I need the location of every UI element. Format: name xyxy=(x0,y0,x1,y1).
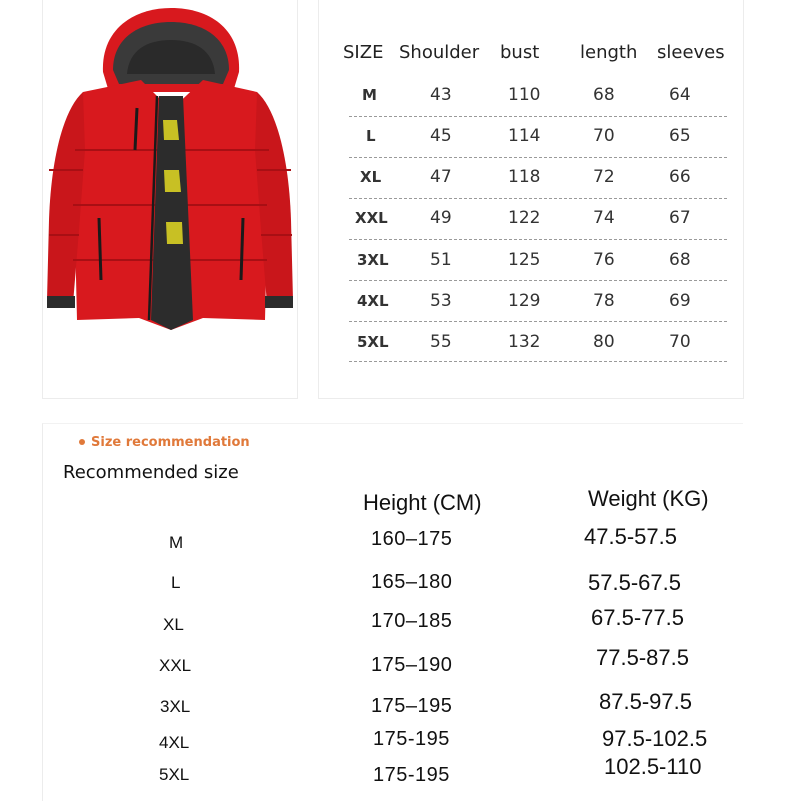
row-length: 72 xyxy=(593,167,615,187)
row-length: 78 xyxy=(593,291,615,311)
rec-row-weight: 77.5-87.5 xyxy=(596,645,689,670)
header-bust: bust xyxy=(500,42,540,63)
product-image-panel xyxy=(42,0,298,399)
rec-row-size: M xyxy=(169,533,184,552)
red-down-jacket-image xyxy=(43,0,297,398)
row-divider xyxy=(349,361,727,362)
recommended-size-title: Recommended size xyxy=(63,462,239,483)
row-length: 68 xyxy=(593,85,615,105)
row-sleeves: 68 xyxy=(669,250,691,270)
header-size: SIZE xyxy=(343,42,384,63)
row-shoulder: 53 xyxy=(430,291,452,311)
row-shoulder: 51 xyxy=(430,250,452,270)
bullet-dot-icon xyxy=(79,439,85,445)
rec-row-size: XXL xyxy=(159,656,192,675)
row-length: 74 xyxy=(593,208,615,228)
row-divider xyxy=(349,198,727,199)
size-chart-row xyxy=(343,327,727,357)
size-chart-row xyxy=(343,80,727,110)
size-recommendation-tag xyxy=(79,435,250,450)
rec-row-height: 175–195 xyxy=(371,695,453,717)
header-length: length xyxy=(580,42,638,63)
rec-row-size: 4XL xyxy=(159,733,190,752)
row-length: 76 xyxy=(593,250,615,270)
rec-row-height: 175-195 xyxy=(373,764,450,786)
rec-row-size: XL xyxy=(163,615,184,634)
size-chart-row xyxy=(343,162,727,192)
row-bust: 118 xyxy=(508,167,541,187)
rec-row-weight: 97.5-102.5 xyxy=(602,726,708,751)
rec-row-height: 170–185 xyxy=(371,610,453,632)
size-chart-header xyxy=(343,38,727,68)
row-bust: 129 xyxy=(508,291,541,311)
row-shoulder: 47 xyxy=(430,167,452,187)
header-sleeves: sleeves xyxy=(657,42,725,63)
row-sleeves: 69 xyxy=(669,291,691,311)
row-shoulder: 45 xyxy=(430,126,452,146)
size-recommendation-panel xyxy=(42,423,743,801)
row-length: 80 xyxy=(593,332,615,352)
row-bust: 132 xyxy=(508,332,541,352)
row-shoulder: 43 xyxy=(430,85,452,105)
row-sleeves: 67 xyxy=(669,208,691,228)
rec-row-size: 3XL xyxy=(160,697,191,716)
row-shoulder: 55 xyxy=(430,332,452,352)
row-sleeves: 70 xyxy=(669,332,691,352)
rec-row-size: 5XL xyxy=(159,765,190,784)
row-bust: 122 xyxy=(508,208,541,228)
row-shoulder: 49 xyxy=(430,208,452,228)
row-divider xyxy=(349,116,727,117)
row-size: 3XL xyxy=(357,251,389,269)
height-header: Height (CM) xyxy=(363,490,482,515)
row-divider xyxy=(349,321,727,322)
row-sleeves: 64 xyxy=(669,85,691,105)
row-size: 5XL xyxy=(357,333,389,351)
row-divider xyxy=(349,239,727,240)
weight-header: Weight (KG) xyxy=(588,486,709,511)
rec-row-height: 175–190 xyxy=(371,654,453,676)
rec-row-weight: 47.5-57.5 xyxy=(584,524,677,549)
row-bust: 125 xyxy=(508,250,541,270)
size-chart-row xyxy=(343,286,727,316)
rec-row-height: 165–180 xyxy=(371,571,453,593)
row-size: XXL xyxy=(355,209,388,227)
size-chart-row xyxy=(343,203,727,233)
rec-row-weight: 67.5-77.5 xyxy=(591,605,684,630)
rec-row-weight: 87.5-97.5 xyxy=(599,689,692,714)
row-length: 70 xyxy=(593,126,615,146)
row-size: M xyxy=(362,86,377,104)
header-shoulder: Shoulder xyxy=(399,42,480,63)
rec-row-weight: 57.5-67.5 xyxy=(588,570,681,595)
row-divider xyxy=(349,157,727,158)
row-size: 4XL xyxy=(357,292,389,310)
row-sleeves: 66 xyxy=(669,167,691,187)
row-sleeves: 65 xyxy=(669,126,691,146)
row-bust: 110 xyxy=(508,85,541,105)
row-size: XL xyxy=(360,168,382,186)
size-chart-row xyxy=(343,121,727,151)
rec-row-weight: 102.5-110 xyxy=(604,754,702,779)
row-size: L xyxy=(366,127,376,145)
size-chart xyxy=(318,0,744,399)
row-bust: 114 xyxy=(508,126,541,146)
size-chart-row xyxy=(343,245,727,275)
size-recommendation-label: Size recommendation xyxy=(91,435,250,450)
rec-row-height: 175-195 xyxy=(373,728,450,750)
rec-row-size: L xyxy=(171,573,181,592)
rec-row-height: 160–175 xyxy=(371,528,453,550)
row-divider xyxy=(349,280,727,281)
